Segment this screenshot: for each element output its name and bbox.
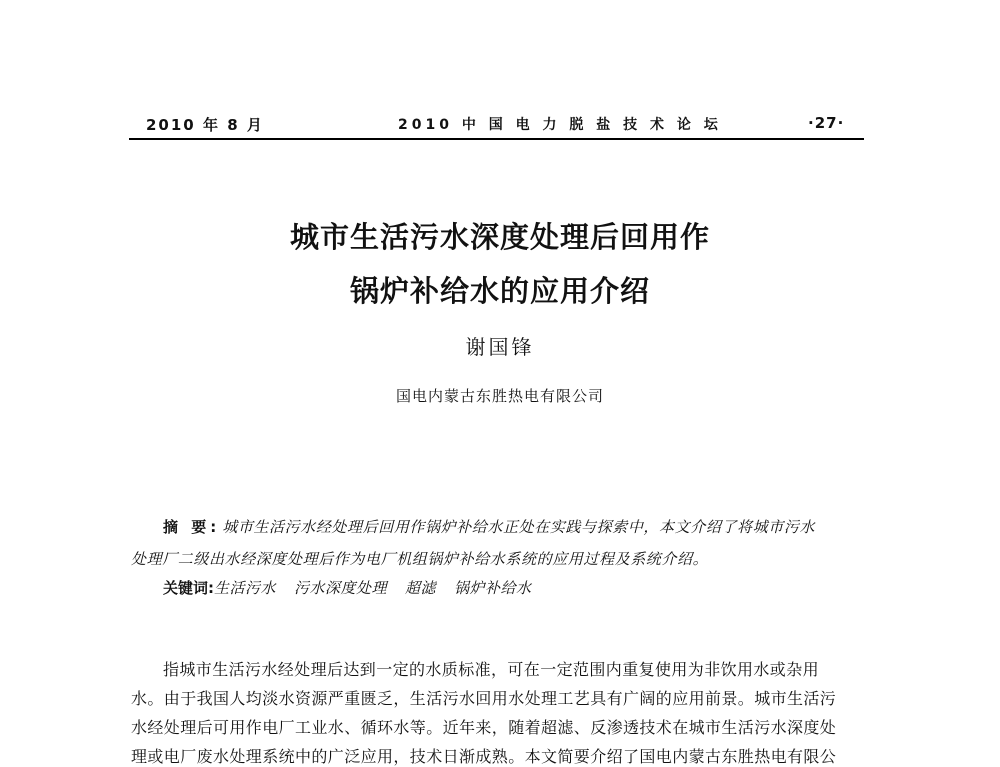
header-journal-title: 2010 中 国 电 力 脱 盐 技 术 论 坛 — [398, 117, 722, 133]
keyword-item: 超滤 — [405, 579, 437, 597]
abstract-text-line2: 处理厂二级出水经深度处理后作为电厂机组锅炉补给水系统的应用过程及系统介绍。 — [131, 550, 709, 568]
body-text-line3: 水经处理后可用作电厂工业水、循环水等。近年来，随着超滤、反渗透技术在城市生活污水深度处 — [131, 718, 837, 737]
keyword-item: 生活污水 — [214, 579, 277, 597]
abstract-label: 摘 要: — [163, 518, 221, 536]
article-title-line1: 城市生活污水深度处理后回用作 — [289, 220, 710, 254]
keyword-item: 污水深度处理 — [294, 579, 388, 597]
keywords-line — [163, 577, 550, 598]
body-text-line1: 指城市生活污水经处理后达到一定的水质标准，可在一定范围内重复使用为非饮用水或杂用 — [163, 660, 820, 679]
header-rule — [129, 138, 864, 140]
body-text-line2: 水。由于我国人均淡水资源严重匮乏，生活污水回用水处理工艺具有广阔的应用前景。城市生活污 — [131, 689, 837, 708]
abstract-line1 — [163, 516, 815, 537]
article-author: 谢国锋 — [465, 335, 535, 359]
body-text-line4: 理或电厂废水处理系统中的广泛应用，技术日渐成熟。本文简要介绍了国电内蒙古东胜热电有限公 — [131, 747, 837, 766]
article-affiliation: 国电内蒙古东胜热电有限公司 — [395, 387, 604, 405]
keyword-item: 锅炉补给水 — [454, 579, 532, 597]
header-page-number: ·27· — [808, 114, 845, 132]
abstract-text-line1: 城市生活污水经处理后回用作锅炉补给水正处在实践与探索中，本文介绍了将城市污水 — [222, 518, 816, 536]
keywords-label: 关键词: — [163, 579, 214, 597]
header-date: 2010 年 8 月 — [146, 116, 264, 134]
article-title-line2: 锅炉补给水的应用介绍 — [349, 274, 650, 308]
